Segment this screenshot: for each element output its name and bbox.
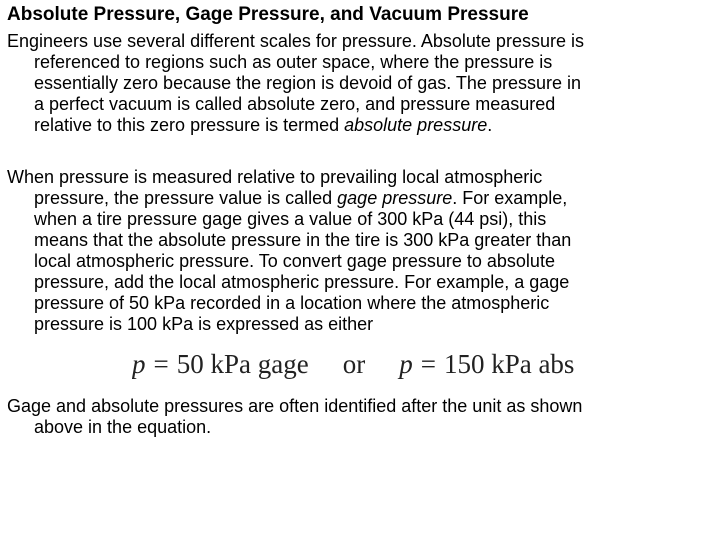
paragraph-absolute-pressure bbox=[7, 31, 713, 136]
text-line: essentially zero because the region is devoid of gas. The pressure in bbox=[34, 73, 581, 93]
text-line: Gage and absolute pressures are often identified after the unit as shown bbox=[7, 396, 583, 416]
text-line: pressure of 50 kPa recorded in a location where the atmospheric bbox=[34, 293, 550, 313]
text-line: when a tire pressure gage gives a value of 300 kPa (44 psi), this bbox=[34, 209, 547, 229]
page-title: Absolute Pressure, Gage Pressure, and Vacuum Pressure bbox=[7, 4, 529, 25]
text-segment: pressure, the pressure value is called bbox=[34, 188, 338, 208]
equation-variable: p bbox=[132, 349, 146, 379]
text-line bbox=[7, 115, 713, 136]
text-segment: relative to this zero pressure is termed bbox=[34, 115, 345, 135]
term-gage-pressure: gage pressure bbox=[337, 188, 453, 208]
text-line: pressure, add the local atmospheric pressure. For example, a gage bbox=[34, 272, 570, 292]
text-line: local atmospheric pressure. To convert gage pressure to absolute bbox=[34, 251, 555, 271]
equation-variable: p bbox=[399, 349, 413, 379]
text-line: referenced to regions such as outer space, where the pressure is bbox=[34, 52, 553, 72]
text-segment: . For example, bbox=[452, 188, 568, 208]
equation-value-gage: 50 kPa gage bbox=[176, 349, 309, 379]
text-line: means that the absolute pressure in the tire is 300 kPa greater than bbox=[34, 230, 572, 250]
equation-value-absolute: 150 kPa abs bbox=[443, 349, 575, 379]
equals-sign: = bbox=[420, 349, 436, 379]
term-absolute-pressure: absolute pressure bbox=[344, 115, 488, 135]
paragraph-unit-identification bbox=[7, 396, 713, 438]
equals-sign: = bbox=[153, 349, 169, 379]
equation-connector: or bbox=[342, 349, 366, 379]
text-line: above in the equation. bbox=[34, 417, 212, 437]
text-line bbox=[7, 188, 713, 209]
text-line: a perfect vacuum is called absolute zero, and pressure measured bbox=[34, 94, 556, 114]
paragraph-gage-pressure bbox=[7, 167, 713, 335]
text-line: Engineers use several different scales for pressure. Absolute pressure is bbox=[7, 31, 584, 51]
text-line: pressure is 100 kPa is expressed as either bbox=[34, 314, 374, 334]
text-line: When pressure is measured relative to prevailing local atmospheric bbox=[7, 167, 543, 187]
pressure-equation bbox=[132, 347, 626, 381]
text-segment: . bbox=[487, 115, 493, 135]
